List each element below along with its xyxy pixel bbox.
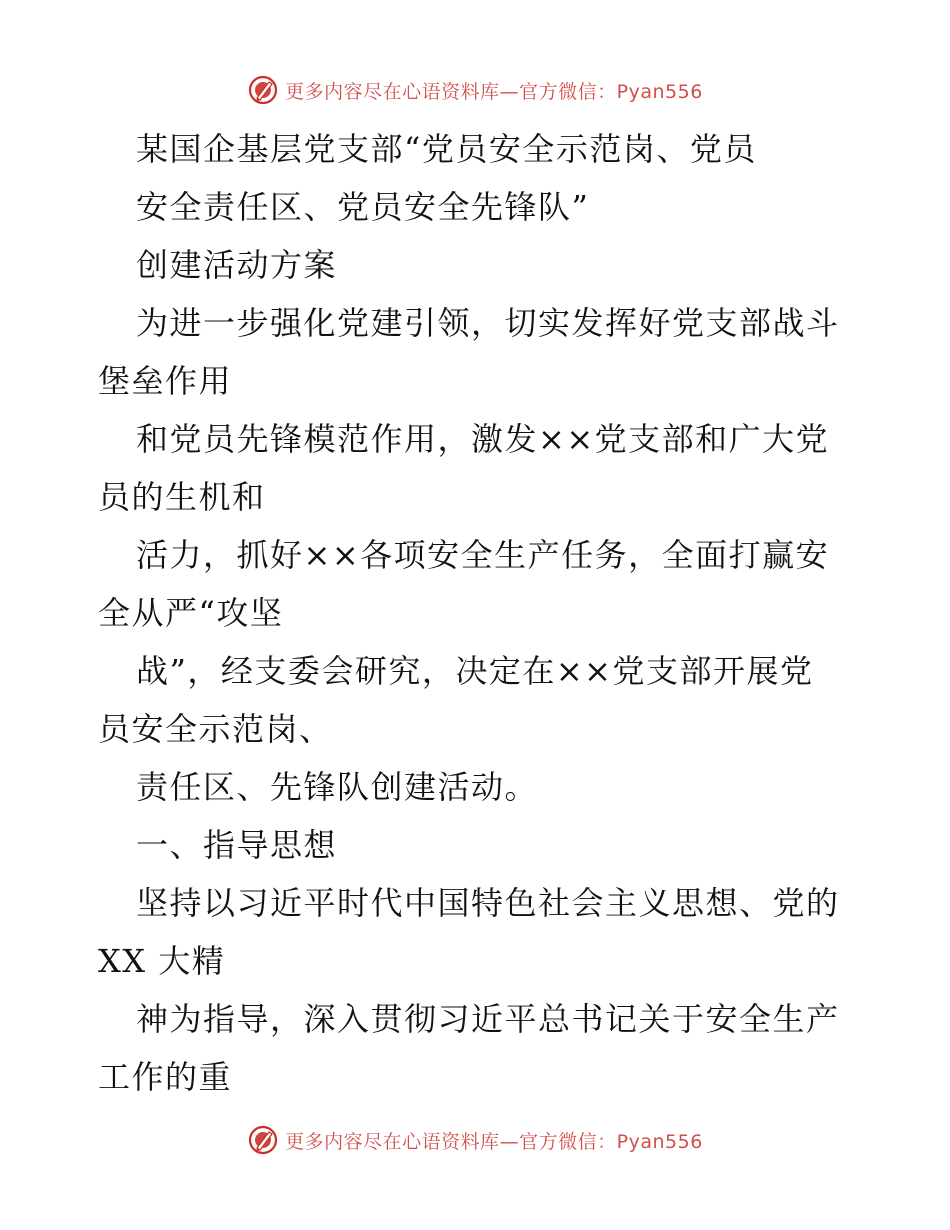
- banner-text: 更多内容尽在心语资料库—官方微信：Pyan556: [285, 80, 703, 103]
- text-line: 创建活动方案: [136, 246, 338, 284]
- text-line: 全从严“攻坚: [98, 594, 284, 632]
- text-line: 某国企基层党支部“党员安全示范岗、党员: [136, 130, 757, 168]
- text-line: 责任区、先锋队创建活动。: [136, 768, 539, 806]
- text-line: 战”，经支委会研究，决定在××党支部开展党: [136, 652, 814, 690]
- text-line: 坚持以习近平时代中国特色社会主义思想、党的: [136, 884, 840, 922]
- pen-logo-icon: [247, 1124, 279, 1156]
- pen-logo-icon: [247, 74, 279, 106]
- text-line: 堡垒作用: [98, 362, 233, 400]
- text-line: 安全责任区、党员安全先锋队”: [136, 188, 590, 226]
- header-banner: [0, 70, 950, 110]
- text-line: 为进一步强化党建引领，切实发挥好党支部战斗: [136, 304, 840, 342]
- text-line: 员的生机和: [98, 478, 266, 516]
- document-body: [98, 120, 858, 1106]
- banner-text: 更多内容尽在心语资料库—官方微信：Pyan556: [285, 1130, 703, 1153]
- text-line: XX 大精: [98, 942, 226, 980]
- text-line: 一、指导思想: [136, 826, 338, 864]
- text-line: 工作的重: [98, 1058, 233, 1096]
- text-line: 员安全示范岗、: [98, 710, 333, 748]
- text-line: 活力，抓好××各项安全生产任务，全面打赢安: [136, 536, 830, 574]
- text-line: 神为指导，深入贯彻习近平总书记关于安全生产: [136, 1000, 840, 1038]
- text-line: 和党员先锋模范作用，激发××党支部和广大党: [136, 420, 830, 458]
- footer-banner: [0, 1120, 950, 1160]
